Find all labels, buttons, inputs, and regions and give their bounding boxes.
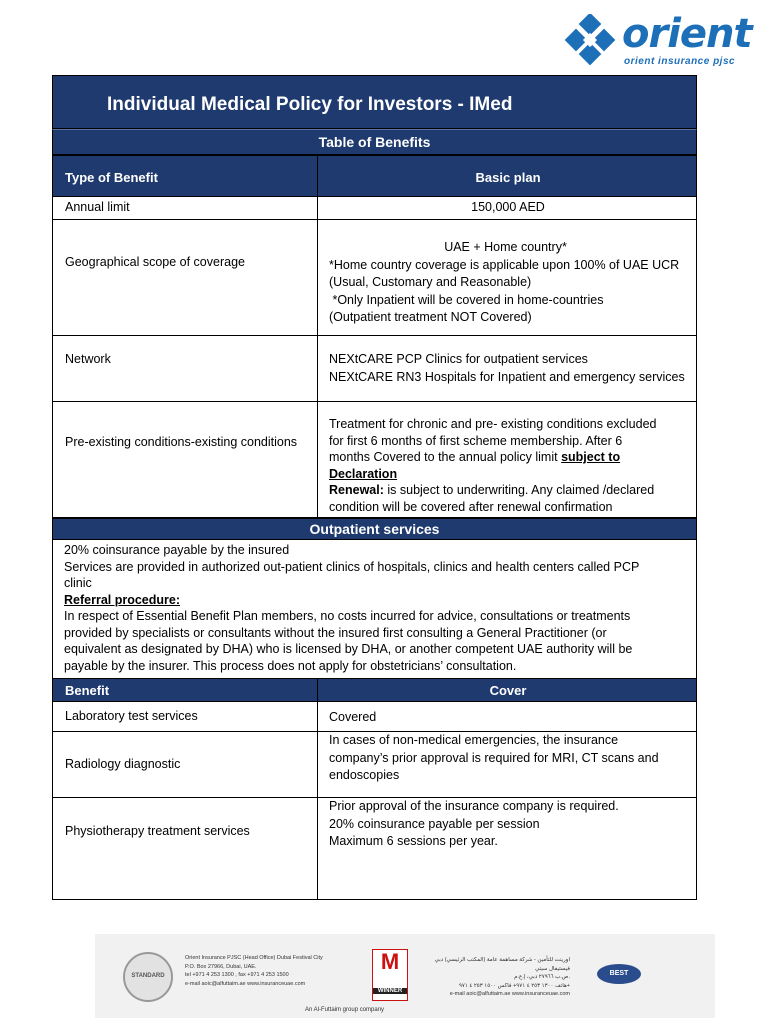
- logo-wordmark: orient: [622, 11, 752, 57]
- header-cover: Cover: [489, 683, 527, 698]
- table-row-physiotherapy: [52, 798, 697, 900]
- row-label: Radiology diagnostic: [65, 757, 181, 771]
- table-row-geographical-scope: [52, 220, 697, 336]
- title-bar: [52, 75, 697, 129]
- table-row-network: [52, 336, 697, 402]
- row-label: Physiotherapy treatment services: [65, 824, 250, 838]
- header-basic-plan: Basic plan: [475, 170, 541, 185]
- orient-logo: [560, 10, 755, 72]
- row-label: Pre-existing conditions-existing conditions: [65, 435, 298, 449]
- footer-group-line: An Al-Futtaim group company: [305, 1007, 385, 1013]
- best-rating-icon: BEST: [597, 964, 641, 984]
- table-row-laboratory: [52, 702, 697, 732]
- row-value: Prior approval of the insurance company is required. 20% coinsurance payable per session Maximum 6 sessions per year.: [329, 799, 619, 848]
- table-header-row: [52, 155, 697, 197]
- orient-logo-icon: [564, 14, 616, 66]
- standard-seal-icon: STANDARD: [123, 952, 173, 1002]
- referral-heading: Referral procedure:: [64, 592, 181, 607]
- header-benefit: Benefit: [65, 683, 110, 698]
- logo-subtitle: orient insurance pjsc: [624, 56, 736, 67]
- row-label: Annual limit: [65, 200, 130, 214]
- outpatient-text: 20% coinsurance payable by the insured Services are provided in authorized out-patient clinics of hospitals, clinics and health centers called PCP clinic Referral procedure: In respect of Essential Benefit Plan members, no costs incurred for advice, consultations or treatments provided by specialists or consultants without the insured first consulting a General Practitioner (or equivalent as designated by DHA) who is licensed by DHA, or another competent UAE authority will be payable by the insurer. This process does not apply for obstetricians’ consultation.: [64, 542, 689, 674]
- row-value: Covered: [329, 710, 377, 724]
- header-type-of-benefit: Type of Benefit: [65, 170, 158, 185]
- row-label: Network: [65, 352, 111, 366]
- row-label: Laboratory test services: [65, 709, 198, 723]
- row-value: UAE + Home country* *Home country coverage is applicable upon 100% of UAE UCR (Usual, Customary and Reasonable) *Only Inpatient will be covered in home-countries (Outpatient treatment NOT Covered): [329, 240, 680, 324]
- footer-address-ar: اورينت للتأمين - شركة مساهمة عامة (المكتب الرئيسي) دبي فيستيفال سيتي ص.ب ٢٧٩٦٦ دبي، إ.ع.م. هاتف ١٣٠٠ ٢٥٣ ٤ ٩٧١+ فاكس ١٥٠٠ ٢٥٣ ٤ ٩٧١+ e-mail aoic@alfuttaim.ae www.insuranceuae.com: [434, 957, 570, 997]
- row-value: NEXtCARE PCP Clinics for outpatient services NEXtCARE RN3 Hospitals for Inpatient and emergency services: [329, 352, 685, 384]
- table-row-radiology: [52, 732, 697, 798]
- award-badge-icon: M WINNER: [372, 949, 408, 1001]
- table-row-annual-limit: [52, 197, 697, 220]
- row-value: In cases of non-medical emergencies, the insurance company’s prior approval is required for MRI, CT scans and endoscopies: [329, 733, 659, 782]
- page-footer: [95, 934, 715, 1018]
- row-value: Treatment for chronic and pre- existing conditions excluded for first 6 months of first scheme membership. After 6 months Covered to the annual policy limit subject to Declaration Renewal: is subject to underwriting. Any claimed /declared condition will be covered after renewal confirmation: [329, 417, 657, 514]
- table-row-pre-existing: [52, 402, 697, 518]
- outpatient-heading: Outpatient services: [52, 518, 697, 540]
- row-value: 150,000 AED: [471, 200, 545, 214]
- benefit-header-row: [52, 678, 697, 702]
- table-subtitle: Table of Benefits: [52, 129, 697, 155]
- row-label: Geographical scope of coverage: [65, 255, 245, 269]
- footer-address-en: Orient Insurance PJSC (Head Office) Dubai Festival City P.O. Box 27966, Dubai, UAE. tel +971 4 253 1300 , fax +971 4 253 1500 e-mail aoic@alfuttaim.ae www.insuranceuae.com: [185, 955, 323, 987]
- document-title: Individual Medical Policy for Investors - IMed: [107, 94, 513, 115]
